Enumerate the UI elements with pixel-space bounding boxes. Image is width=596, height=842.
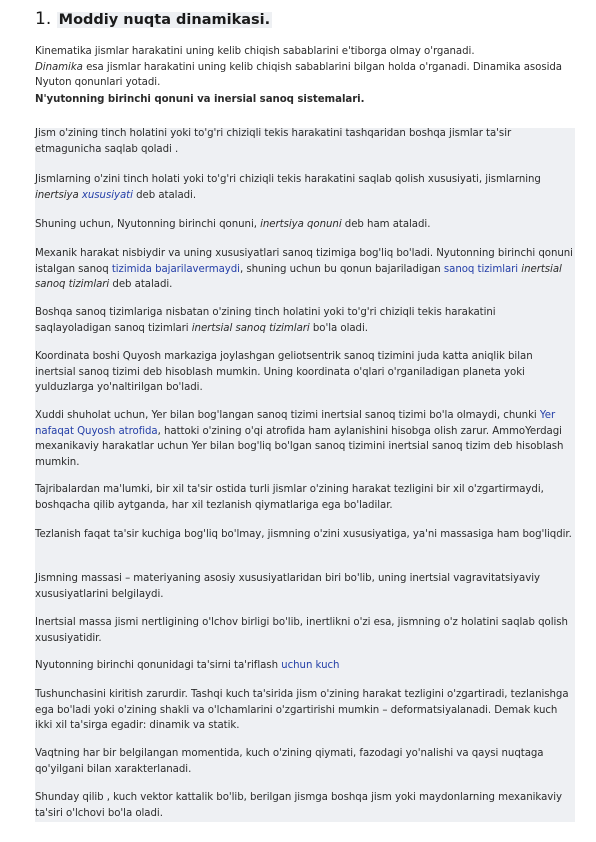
intro-block	[35, 44, 575, 107]
reference-frames-link[interactable]: sanoq tizimlari	[443, 263, 519, 275]
paragraph-15: Shunday qilib , kuch vektor kattalik bo'lib, berilgan jismga boshqa jism yoki maydonlarning mexanikaviy ta'siri o'lchovi bo'la oladi.	[35, 792, 562, 819]
dynamics-term: Dinamika	[35, 61, 83, 73]
paragraph-8: Tajribalardan ma'lumki, bir xil ta'sir ostida turli jismlar o'zining harakat tezligini bir xil o'zgartirmaydi, boshqacha qilib aytganda, har xil tezlanish qiymatlariga ega bo'ladilar.	[35, 484, 544, 511]
earth-sun-link[interactable]: Yer nafaqat Quyosh atrofida	[35, 410, 556, 437]
subsection-heading: N'yutonning birinchi qonuni va inersial sanoq sistemalari.	[35, 93, 365, 105]
paragraph-2: Jismlarning o'zini tinch holati yoki to'g'ri chiziqli tekis harakatini saqlab qolish xususiyati, jismlarning inertsiya xususiyati deb ataladi.	[35, 174, 541, 201]
paragraph-13: Tushunchasini kiritish zarurdir. Tashqi kuch ta'sirida jism o'zining harakat tezligini o'zgartiradi, tezlanishga ega bo'ladi yoki o'zining shakli va o'lchamlarini o'zgartirishi mumkin – deformatsiyalanadi. Demak kuch ikki xil ta'sirga egadir: dinamik va statik.	[35, 689, 569, 732]
frame-not-valid-link[interactable]: tizimida bajarilavermaydi	[111, 263, 240, 275]
paragraph-4: Mexanik harakat nisbiydir va uning xususiyatlari sanoq tizimiga bog'liq bo'ladi. Nyutonning birinchi qonuni istalgan sanoq tizimida bajarilavermaydi, shuning uchun bu qonun bajariladigan sanoq tizimlari inertsial sanoq tizimlari deb ataladi.	[35, 248, 573, 291]
paragraph-3: Shuning uchun, Nyutonning birinchi qonuni, inertsiya qonuni deb ham ataladi.	[35, 219, 431, 230]
paragraph-14: Vaqtning har bir belgilangan momentida, kuch o'zining qiymati, fazodagi yo'nalishi va qaysi nuqtaga qo'yilgani bilan xarakterlanadi.	[35, 748, 544, 775]
paragraph-5: Boshqa sanoq tizimlariga nisbatan o'zining tinch holatini yoki to'g'ri chiziqli tekis harakatini saqlayoladigan sanoq tizimlari inertsial sanoq tizimlari bo'la oladi.	[35, 307, 496, 334]
section-heading: Moddiy nuqta dinamikasi.	[58, 12, 271, 28]
inertia-property-link[interactable]: xususiyati	[81, 189, 133, 201]
section-number: 1.	[35, 9, 52, 29]
paragraph-11: Inertsial massa jismi nertligining o'lchov birligi bo'lib, inertlikni o'zi esa, jismning o'z holatini saqlab qolish xususiyatidir.	[35, 617, 568, 644]
paragraph-10: Jismning massasi – materiyaning asosiy xususiyatlaridan biri bo'lib, uning inertsial vagravitatsiyaviy xususiyatlarini belgilaydi.	[35, 573, 540, 600]
intro-dynamics: Dinamika esa jismlar harakatini uning kelib chiqish sabablarini bilgan holda o'rganadi. Dinamika asosida Nyuton qonunlari yotadi.	[35, 61, 563, 89]
paragraph-6: Koordinata boshi Quyosh markaziga joylashgan geliotsentrik sanoq tizimini juda katta aniqlik bilan inertsial sanoq tizimi deb hisoblash mumkin. Uning koordinata o'qlari o'rganiladigan planeta yoki yulduzlarga yo'naltirilgan bo'ladi.	[35, 351, 533, 394]
section-title	[35, 8, 272, 31]
paragraph-12: Nyutonning birinchi qonunidagi ta'sirni ta'riflash uchun kuch	[35, 660, 340, 671]
intro-kinematics: Kinematika jismlar harakatini uning kelib chiqish sabablarini e'tiborga olmay o'rganadi.	[35, 46, 475, 57]
paragraph-7: Xuddi shuholat uchun, Yer bilan bog'langan sanoq tizimi inertsial sanoq tizimi bo'la olmaydi, chunki Yer nafaqat Quyosh atrofida, hattoki o'zining o'qi atrofida ham aylanishini hisobga olish zarur. AmmoYerdagi mexanikaviy harakatlar uchun Yer bilan bog'liq bo'lgan sanoq tizimini inertsial sanoq tizim deb hisoblash mumkin.	[35, 410, 564, 468]
paragraph-1: Jism o'zining tinch holatini yoki to'g'ri chiziqli tekis harakatini tashqaridan boshqa jismlar ta'sir etmagunicha saqlab qoladi .	[35, 128, 512, 155]
paragraph-9: Tezlanish faqat ta'sir kuchiga bog'liq bo'lmay, jismning o'zini xususiyatiga, ya'ni massasiga ham bog'liqdir.	[35, 529, 572, 540]
force-link[interactable]: uchun kuch	[281, 660, 340, 671]
